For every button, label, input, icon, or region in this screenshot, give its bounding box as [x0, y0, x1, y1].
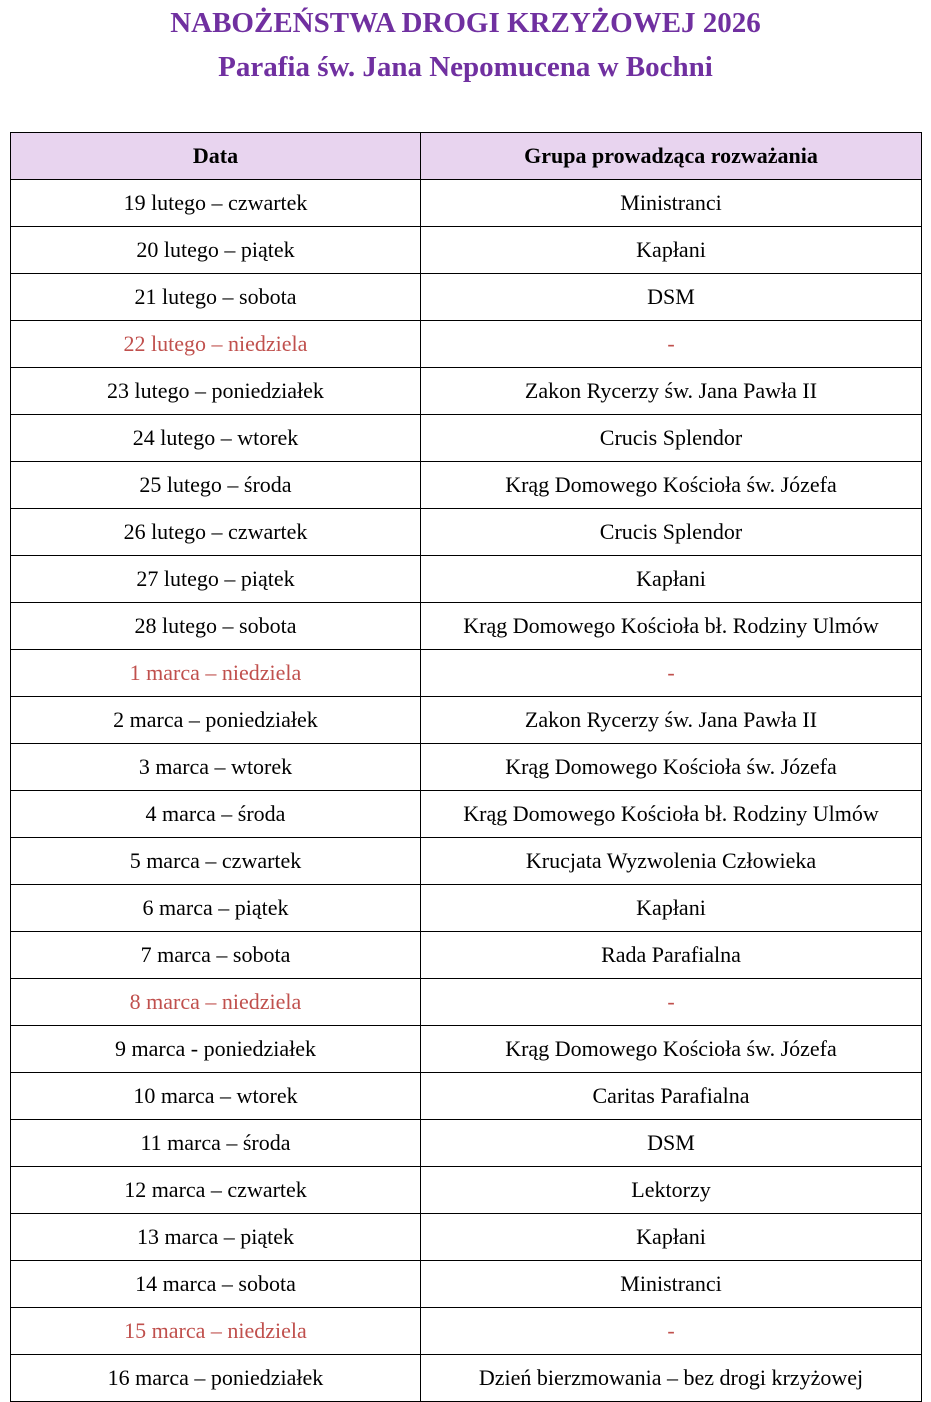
date-cell: 1 marca – niedziela	[11, 650, 421, 697]
date-cell: 5 marca – czwartek	[11, 838, 421, 885]
table-row	[11, 1120, 922, 1167]
group-cell: Zakon Rycerzy św. Jana Pawła II	[421, 697, 922, 744]
group-cell: Krucjata Wyzwolenia Człowieka	[421, 838, 922, 885]
table-row	[11, 885, 922, 932]
table-row	[11, 1167, 922, 1214]
table-header-row	[11, 133, 922, 180]
group-cell: -	[421, 979, 922, 1026]
date-cell: 14 marca – sobota	[11, 1261, 421, 1308]
table-row	[11, 1261, 922, 1308]
group-cell: Ministranci	[421, 1261, 922, 1308]
date-cell: 23 lutego – poniedziałek	[11, 368, 421, 415]
table-row	[11, 321, 922, 368]
group-cell: Kapłani	[421, 885, 922, 932]
date-cell: 11 marca – środa	[11, 1120, 421, 1167]
group-cell: Kapłani	[421, 227, 922, 274]
date-cell: 20 lutego – piątek	[11, 227, 421, 274]
table-row	[11, 1026, 922, 1073]
date-cell: 21 lutego – sobota	[11, 274, 421, 321]
table-row	[11, 650, 922, 697]
group-cell: Krąg Domowego Kościoła św. Józefa	[421, 1026, 922, 1073]
group-cell: Lektorzy	[421, 1167, 922, 1214]
date-cell: 8 marca – niedziela	[11, 979, 421, 1026]
date-cell: 22 lutego – niedziela	[11, 321, 421, 368]
table-row	[11, 368, 922, 415]
group-cell: -	[421, 650, 922, 697]
table-row	[11, 415, 922, 462]
table-row	[11, 1355, 922, 1402]
date-cell: 16 marca – poniedziałek	[11, 1355, 421, 1402]
date-cell: 25 lutego – środa	[11, 462, 421, 509]
date-cell: 28 lutego – sobota	[11, 603, 421, 650]
date-cell: 9 marca - poniedziałek	[11, 1026, 421, 1073]
date-cell: 7 marca – sobota	[11, 932, 421, 979]
group-cell: Dzień bierzmowania – bez drogi krzyżowej	[421, 1355, 922, 1402]
date-cell: 15 marca – niedziela	[11, 1308, 421, 1355]
table-row	[11, 1214, 922, 1261]
table-row	[11, 1073, 922, 1120]
group-cell: Krąg Domowego Kościoła bł. Rodziny Ulmów	[421, 791, 922, 838]
table-row	[11, 509, 922, 556]
table-row	[11, 227, 922, 274]
table-row	[11, 462, 922, 509]
page-subtitle: Parafia św. Jana Nepomucena w Bochni	[218, 51, 713, 83]
table-row	[11, 697, 922, 744]
group-cell: Kapłani	[421, 1214, 922, 1261]
schedule-table	[10, 132, 922, 1402]
table-row	[11, 1308, 922, 1355]
date-cell: 10 marca – wtorek	[11, 1073, 421, 1120]
table-row	[11, 180, 922, 227]
group-cell: -	[421, 1308, 922, 1355]
date-cell: 12 marca – czwartek	[11, 1167, 421, 1214]
group-cell: Rada Parafialna	[421, 932, 922, 979]
date-cell: 13 marca – piątek	[11, 1214, 421, 1261]
group-cell: DSM	[421, 1120, 922, 1167]
group-cell: Crucis Splendor	[421, 415, 922, 462]
group-cell: Krąg Domowego Kościoła bł. Rodziny Ulmów	[421, 603, 922, 650]
group-cell: DSM	[421, 274, 922, 321]
date-cell: 4 marca – środa	[11, 791, 421, 838]
table-row	[11, 274, 922, 321]
date-cell: 2 marca – poniedziałek	[11, 697, 421, 744]
date-cell: 6 marca – piątek	[11, 885, 421, 932]
table-row	[11, 603, 922, 650]
table-row	[11, 744, 922, 791]
group-cell: Krąg Domowego Kościoła św. Józefa	[421, 744, 922, 791]
group-cell: Krąg Domowego Kościoła św. Józefa	[421, 462, 922, 509]
group-cell: Caritas Parafialna	[421, 1073, 922, 1120]
group-cell: Ministranci	[421, 180, 922, 227]
page-title: NABOŻEŃSTWA DROGI KRZYŻOWEJ 2026	[170, 7, 761, 39]
date-cell: 27 lutego – piątek	[11, 556, 421, 603]
table-row	[11, 791, 922, 838]
group-cell: Crucis Splendor	[421, 509, 922, 556]
group-cell: Zakon Rycerzy św. Jana Pawła II	[421, 368, 922, 415]
table-row	[11, 838, 922, 885]
group-cell: -	[421, 321, 922, 368]
table-row	[11, 979, 922, 1026]
column-header-group: Grupa prowadząca rozważania	[421, 133, 922, 180]
column-header-date: Data	[11, 133, 421, 180]
date-cell: 26 lutego – czwartek	[11, 509, 421, 556]
date-cell: 24 lutego – wtorek	[11, 415, 421, 462]
table-row	[11, 556, 922, 603]
table-row	[11, 932, 922, 979]
date-cell: 19 lutego – czwartek	[11, 180, 421, 227]
date-cell: 3 marca – wtorek	[11, 744, 421, 791]
group-cell: Kapłani	[421, 556, 922, 603]
